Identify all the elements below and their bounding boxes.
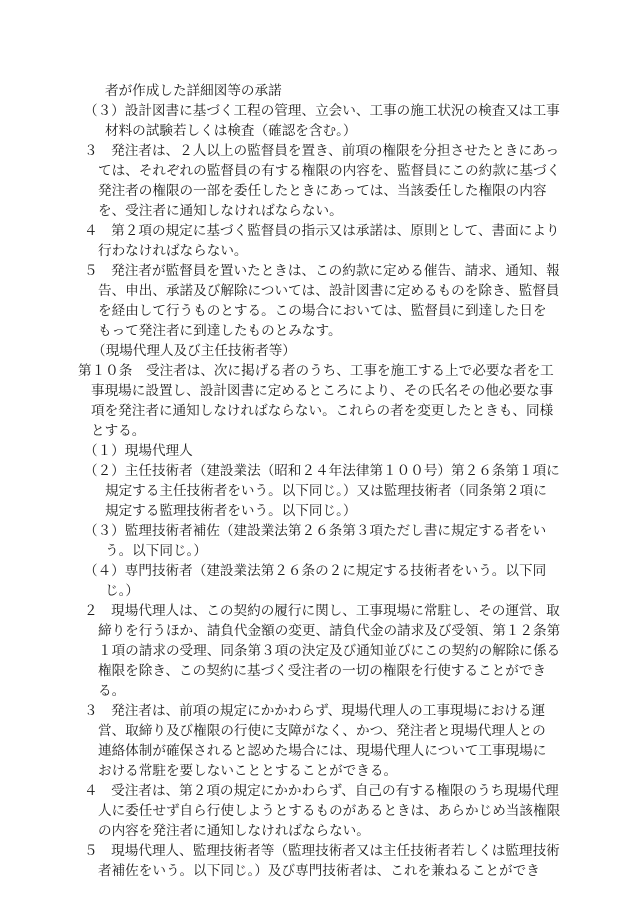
- text-line: を経由して行うものとする。この場合においては、監督員に到達した日を: [98, 303, 547, 319]
- text-line: 者補佐をいう。以下同じ。）及び専門技術者は、これを兼ねることができ: [98, 863, 540, 879]
- text-line: （３）監理技術者補佐（建設業法第２６条第３項ただし書に規定する者をい: [84, 523, 547, 539]
- text-line: （１）現場代理人: [84, 443, 193, 459]
- text-line: じ。）: [105, 583, 139, 599]
- text-line: ては、それぞれの監督員の有する権限の内容を、監督員にこの約款に基づく: [98, 163, 561, 179]
- text-line: 項を発注者に通知しなければならない。これらの者を変更したときも、同様: [91, 403, 554, 419]
- text-line: ４ 受注者は、第２項の規定にかかわらず、自己の有する権限のうち現場代理: [84, 783, 559, 799]
- text-line: ３ 発注者は、２人以上の監督員を置き、前項の権限を分担させたときにあっ: [84, 143, 560, 159]
- article-caption: （現場代理人及び主任技術者等）: [92, 343, 296, 359]
- text-line: ５ 現場代理人、監理技術者等（監理技術者又は主任技術者若しくは監理技術: [84, 843, 560, 859]
- text-line: 事現場に設置し、設計図書に定めるところにより、その氏名その他必要な事: [91, 383, 554, 399]
- text-line: 規定する監理技術者をいう。以下同じ。）: [105, 503, 357, 519]
- text-line: （２）主任技術者（建設業法（昭和２４年法律第１００号）第２６条第１項に: [84, 463, 560, 479]
- text-line: 連絡体制が確保されると認めた場合には、現場代理人について工事現場に: [98, 743, 547, 759]
- text-line: 発注者の権限の一部を委任したときにあっては、当該委任した権限の内容: [98, 183, 547, 199]
- text-line: を、受注者に通知しなければならない。: [98, 203, 343, 219]
- text-line: 告、申出、承諾及び解除については、設計図書に定めるものを除き、監督員: [98, 283, 560, 299]
- text-line: 人に委任せず自ら行使しようとするものがあるときは、あらかじめ当該権限: [98, 803, 561, 819]
- text-line: 行わなければならない。: [98, 243, 248, 259]
- text-line: とする。: [91, 423, 146, 439]
- text-line: 権限を除き、この契約に基づく受注者の一切の権限を行使することができ: [98, 663, 547, 679]
- text-line: （３）設計図書に基づく工程の管理、立会い、工事の施工状況の検査又は工事: [84, 103, 560, 119]
- text-line: う。以下同じ。）: [105, 543, 207, 559]
- text-line: ５ 発注者が監督員を置いたときは、この約款に定める催告、請求、通知、報: [84, 263, 560, 279]
- text-line: 規定する主任技術者をいう。以下同じ。）又は監理技術者（同条第２項に: [105, 483, 547, 499]
- text-line: （４）専門技術者（建設業法第２６条の２に規定する技術者をいう。以下同: [84, 563, 547, 579]
- text-line: 者が作成した詳細図等の承諾: [105, 83, 282, 99]
- text-line: １項の請求の受理、同条第３項の決定及び通知並びにこの契約の解除に係る: [98, 643, 561, 659]
- text-line: る。: [98, 683, 126, 699]
- text-line: ４ 第２項の規定に基づく監督員の指示又は承諾は、原則として、書面により: [84, 223, 560, 239]
- text-line: もって発注者に到達したものとみなす。: [98, 323, 342, 339]
- text-line: 営、取締り及び権限の行使に支障がなく、かつ、発注者と現場代理人との: [98, 723, 546, 739]
- text-line: おける常駐を要しないこととすることができる。: [98, 763, 398, 779]
- text-line: の内容を発注者に通知しなければならない。: [98, 823, 370, 839]
- text-line: 締りを行うほか、請負代金額の変更、請負代金の請求及び受領、第１２条第: [98, 623, 561, 639]
- text-line: 材料の試験若しくは検査（確認を含む。）: [105, 123, 357, 139]
- text-line: ２ 現場代理人は、この契約の履行に関し、工事現場に常駐し、その運営、取: [84, 603, 560, 619]
- article-heading-line: 第１０条 受注者は、次に掲げる者のうち、工事を施工する上で必要な者を工: [78, 363, 554, 379]
- text-line: ３ 発注者は、前項の規定にかかわらず、現場代理人の工事現場における運: [84, 703, 546, 719]
